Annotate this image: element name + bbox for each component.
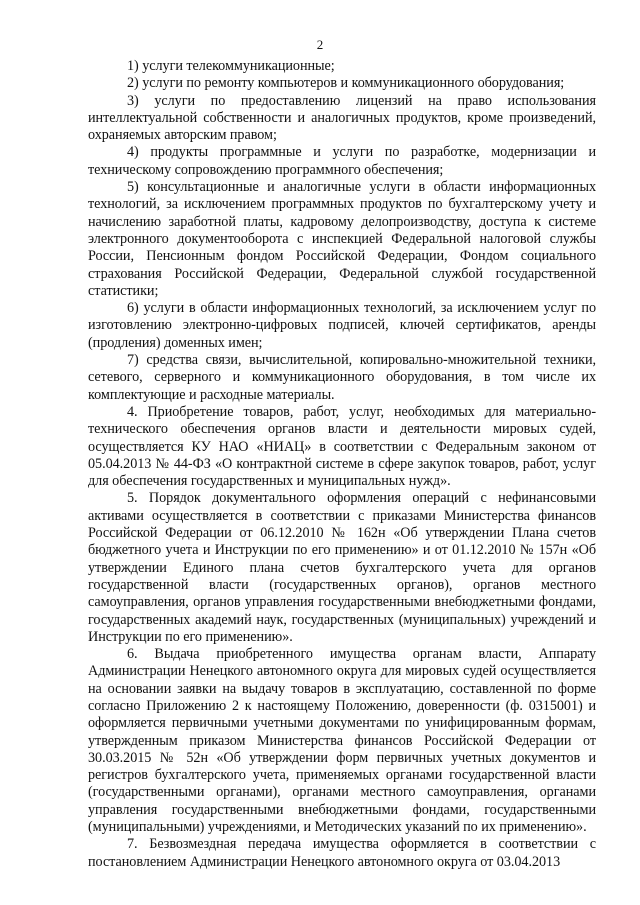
list-item-6: 6) услуги в области информационных технологий, за исключением услуг по изготовлению электронно-цифровых подписей, ключей сертификатов, аренды (продления) доменных имен; bbox=[88, 300, 596, 351]
list-item-3: 3) услуги по предоставлению лицензий на право использования интеллектуальной собственности и аналогичных продуктов, кроме произведений, охраняемых авторским правом; bbox=[88, 92, 596, 144]
clause-7: 7. Безвозмездная передача имущества оформляется в соответствии с постановлением Администрации Ненецкого автономного округа от 03.04.2013 bbox=[88, 836, 596, 870]
list-item-2: 2) услуги по ремонту компьютеров и коммуникационного оборудования; bbox=[127, 75, 565, 92]
clause-4: 4. Приобретение товаров, работ, услуг, необходимых для материально-технического обеспечения органов власти и деятельности мировых судей, осуществляется КУ НАО «НИАЦ» в соответствии с Федеральным законом от 05.04.2013 № 44-ФЗ «О контрактной системе в сфере закупок товаров, работ, услуг для обеспечения государственных и муниципальных нужд». bbox=[88, 403, 596, 490]
clause-5: 5. Порядок документального оформления операций с нефинансовыми активами осуществляется в соответствии с приказами Министерства финансов Российской Федерации от 06.12.2010 № 162н «Об утверждении Плана счетов бюджетного учета и Инструкции по его применению» и от 01.12.2010 № 157н «Об утверждении Единого плана счетов бухгалтерского учета для органов государственной власти (государственных органов), органов местного самоуправления, органов управления государственными внебюджетными фондами, государственных академий наук, государственных (муниципальных) учреждений и Инструкции по его применению». bbox=[88, 490, 596, 645]
list-item-1: 1) услуги телекоммуникационные; bbox=[127, 58, 335, 74]
page-number: 2 bbox=[316, 37, 324, 52]
document-body bbox=[88, 58, 596, 871]
clause-6: 6. Выдача приобретенного имущества органам власти, Аппарату Администрации Ненецкого автономного округа для мировых судей осуществляется на основании заявки на выдачу товаров в эксплуатацию, составленной по форме согласно Приложению 2 к настоящему Положению, доверенности (ф. 0315001) и оформляется первичными учетными документами по унифицированным формам, утвержденным приказом Министерства финансов Российской Федерации от 30.03.2015 № 52н «Об утверждении форм первичных учетных документов и регистров бухгалтерского учета, применяемых органами государственной власти (государственными органами), органами местного самоуправления, органами управления государственными внебюджетными фондами, государственными (муниципальными) учреждениями, и Методических указаний по их применению». bbox=[88, 646, 596, 836]
list-item-4: 4) продукты программные и услуги по разработке, модернизации и техническому сопровождению программного обеспечения; bbox=[88, 144, 596, 178]
list-item-7: 7) средства связи, вычислительной, копировально-множительной техники, сетевого, серверного и коммуникационного оборудования, в том числе их комплектующие и расходные материалы. bbox=[88, 352, 596, 403]
list-item-5: 5) консультационные и аналогичные услуги в области информационных технологий, за исключением программных продуктов по бухгалтерскому учету и начислению заработной платы, кадровому делопроизводству, доступа к системе электронного документооборота с инспекцией Федеральной налоговой службы России, Пенсионным фондом Российской Федерации, Фондом социального страхования Российской Федерации, Федеральной службой государственной статистики; bbox=[88, 179, 596, 299]
